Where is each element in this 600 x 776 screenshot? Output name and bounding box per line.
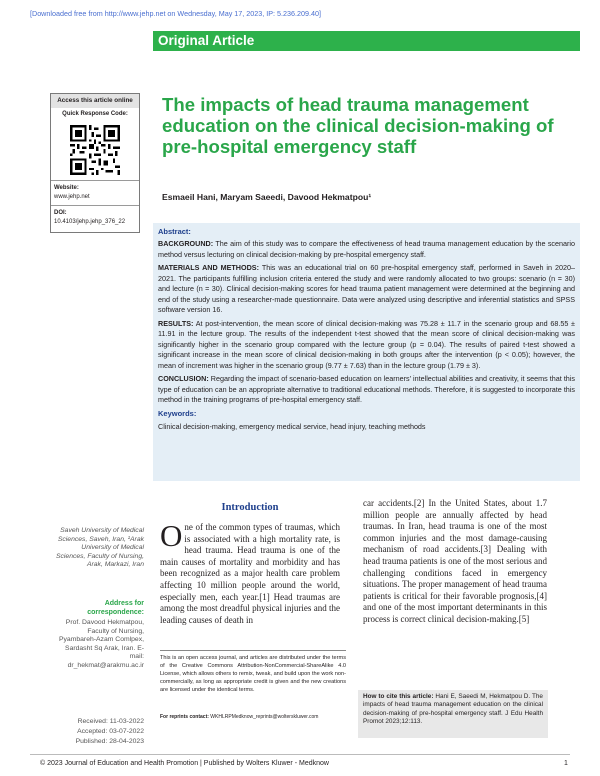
access-article-box — [50, 93, 140, 233]
methods-label: MATERIALS AND METHODS: — [158, 263, 259, 272]
doi-value[interactable]: 10.4103/jehp.jehp_376_22 — [54, 219, 126, 225]
citation-label: How to cite this article: — [363, 693, 434, 700]
correspondence-heading: Address for correspondence: — [87, 600, 144, 616]
affiliations: Saveh University of Medical Sciences, Saveh, Iran, ¹Arak University of Medical Sciences, Faculty of Nursing, Arak, Markazi, Iran — [55, 527, 144, 569]
page-number: 1 — [564, 760, 568, 767]
abstract-heading: Abstract: — [158, 227, 191, 236]
abstract-results — [158, 319, 575, 372]
accepted-date: Accepted: 03-07-2022 — [77, 727, 144, 735]
website-link[interactable]: www.jehp.net — [54, 194, 90, 200]
qr-code-icon[interactable] — [70, 125, 120, 175]
results-label: RESULTS: — [158, 318, 194, 328]
doi-label: DOI: — [54, 210, 67, 216]
results-text: At post-intervention, the mean score of clinical decision-making was 75.28 ± 11.7 in the scenario group and 68.55 ± 11.91 in the lecture group. The results of the independent t-test showed that the mean score of clinical decision-making was significantly higher in the scenario group compared with the lecture group (p = 0.04). The results of paired t-test showed a significant increase in the mean score of clinical decision-making in both groups after the intervention (p < 0.05); however, the mean of increment was higher in the scenario group (9.77 ± 7.63) than in the lecture group (1.79 ± 3). — [158, 318, 576, 370]
citation-text: Hani E, Saeedi M, Hekmatpou D. The impacts of head trauma management education on the clinical decision-making of pre-hospital emergency staff. J Edu Health Promot 2023;12:113. — [363, 693, 543, 726]
abstract-conclusion — [158, 374, 575, 406]
reprints-email[interactable]: WKHLRPMedknow_reprints@wolterskluwer.com — [210, 714, 319, 720]
background-text: The aim of this study was to compare the effectiveness of head trauma management education by the scenario method versus lecturing on clinical decision-making by pre-hospital emergency staff. — [158, 239, 575, 259]
introduction-text-1: ne of the common types of traumas, which is associated with a high mortality rate, is head trauma. Head trauma is one of the main causes of mortality and morbidity and has been recognized as a major health care problem affecting 10 million people around the world, especially men, each year.[1] Head traumas are among the most dreadful physical injuries and the leading causes of death in — [160, 522, 340, 625]
website-label: Website: — [54, 185, 79, 191]
conclusion-text: Regarding the impact of scenario-based education on learners’ intellectual abilities and creativity, it seems that this type of education can be an appropriate alternative to traditional educational methods. Therefore, it is suggested to incorporate this method in the training programs of pre-hospital emergency staff. — [158, 374, 575, 404]
download-banner: [Downloaded free from http://www.jehp.net on Wednesday, May 17, 2023, IP: 5.236.209.40] — [30, 9, 322, 18]
author-list: Esmaeil Hani, Maryam Saeedi, Davood Hekmatpou¹ — [162, 192, 372, 202]
published-date: Published: 28-04-2023 — [75, 737, 144, 745]
article-dates — [52, 717, 144, 746]
keywords-text: Clinical decision-making, emergency medical service, head injury, teaching methods — [158, 421, 426, 431]
footer-text: © 2023 Journal of Education and Health Promotion | Published by Wolters Kluwer - Medknow — [40, 760, 329, 767]
introduction-column-1 — [160, 518, 340, 626]
reprints-label: For reprints contact: — [160, 714, 209, 720]
background-label: BACKGROUND: — [158, 239, 214, 248]
qr-label: Quick Response Code: — [62, 111, 128, 117]
sidebar-divider — [51, 180, 139, 181]
drop-cap: O — [160, 518, 183, 553]
citation-box — [358, 690, 548, 738]
keywords-heading: Keywords: — [158, 408, 197, 418]
footer-divider — [30, 754, 570, 755]
abstract-background — [158, 239, 575, 260]
article-title: The impacts of head trauma management education on the clinical decision-making of pre-hospital emergency staff — [162, 94, 554, 157]
introduction-heading: Introduction — [221, 502, 279, 513]
section-label: Original Article — [158, 33, 255, 48]
correspondence-address: Prof. Davood Hekmatpou, Faculty of Nursing, Pyambareh-Azam Comlpex, Sardasht Sq Arak, Iran. E-mail: dr_hekmat@arakmu.ac.ir — [59, 619, 144, 669]
access-heading: Access this article online — [51, 94, 139, 108]
conclusion-label: CONCLUSION: — [158, 374, 209, 383]
license-notice: This is an open access journal, and articles are distributed under the terms of the Creative Commons Attribution-NonCommercial-ShareAlike 4.0 License, which allows others to remix, tweak, and build upon the work non-commercially, as long as appropriate credit is given and the new creations are licensed under the identical terms. — [160, 650, 346, 694]
reprints-contact — [160, 714, 318, 720]
abstract-methods — [158, 263, 575, 316]
methods-text: This was an educational trial on 60 pre-hospital emergency staff, performed in Saveh in 2020–2021. The participants fulfilling inclusion criteria entered the study and were randomly allocated to two groups: scenario (n = 30) and lecture (n = 30). Clinical decision-making scores for head trauma patient management were determined at the beginning and end of the study using a researcher-made questionnaire. Data were analyzed using descriptive and inferential statistics and SPSS software version 16. — [158, 263, 575, 314]
sidebar-divider — [51, 205, 139, 206]
abstract-box — [153, 223, 580, 481]
section-label-bar — [153, 31, 580, 51]
received-date: Received: 11-03-2022 — [77, 718, 144, 725]
introduction-column-2: car accidents.[2] In the United States, about 1.7 million people are annually affected by head traumas. In Iran, head trauma is one of the most common injuries and the most damage-causing mechanism of road accidents.[3] Dealing with head trauma patients is one of the most serious and challenging conditions faced in emergency situations. The proper management of head trauma patients is critical for their favorable prognosis,[4] and one of the most important determinants in this process is correct clinical decision-making.[5] — [363, 498, 547, 624]
